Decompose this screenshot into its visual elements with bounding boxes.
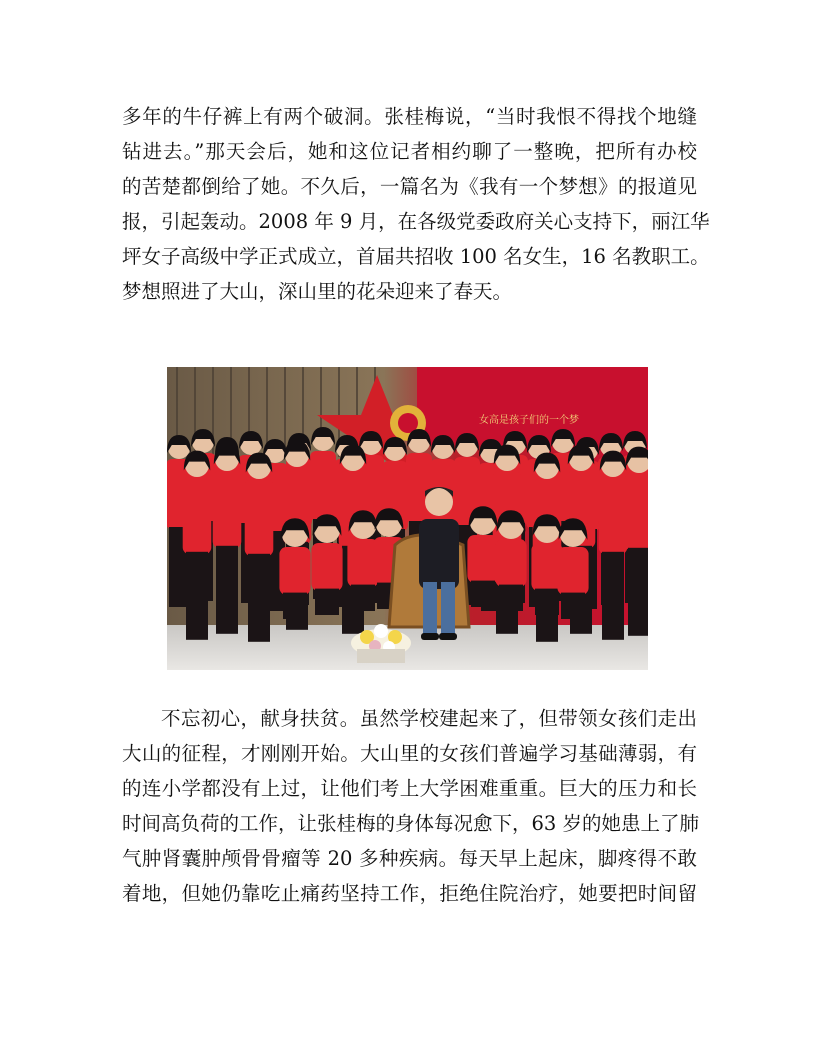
student-figure [467,506,498,607]
student-figure [311,514,342,615]
student-figure [213,445,242,634]
banner-text: 女高是孩子们的一个梦 [479,415,579,426]
text-line: 大山的征程，才刚刚开始。大山里的女孩们普遍学习基础薄弱，有 [122,742,697,765]
text-line: 钻进去。”那天会后，她和这位记者相约聊了一整晚，把所有办校 [122,140,697,163]
text-line: 多年的牛仔裤上有两个破洞。张桂梅说，“当时我恨不得找个地缝 [122,105,697,128]
student-figure [183,451,212,640]
text-line: 坪女子高级中学正式成立，首届共招收 100 名女生，16 名教职工。 [122,245,710,268]
student-figure [625,447,648,636]
student-figure [495,510,526,611]
student-figure [599,451,628,640]
text-line: 的连小学都没有上过，让他们考上大学困难重重。巨大的压力和长 [122,777,697,800]
group-photo [167,367,648,670]
text-line: 着地，但她仍靠吃止痛药坚持工作，拒绝住院治疗，她要把时间留 [122,882,697,905]
text-line: 的苦楚都倒给了她。不久后，一篇名为《我有一个梦想》的报道见 [122,175,697,198]
paragraph-2 [122,701,700,911]
paragraph-1 [122,99,710,309]
student-figure [279,518,310,619]
student-figure [245,453,274,642]
text-line: 报，引起轰动。2008 年 9 月，在各级党委政府关心支持下，丽江华 [122,210,710,233]
text-line: 气肿肾囊肿颅骨骨瘤等 20 多种疾病。每天早上起床，脚疼得不敢 [122,847,697,870]
text-line: 梦想照进了大山，深山里的花朵迎来了春天。 [122,280,513,303]
text-line: 不忘初心，献身扶贫。虽然学校建起来了，但带领女孩们走出 [161,707,697,730]
student-figure [557,518,588,619]
text-line: 时间高负荷的工作，让张桂梅的身体每况愈下，63 岁的她患上了肺 [122,812,700,835]
